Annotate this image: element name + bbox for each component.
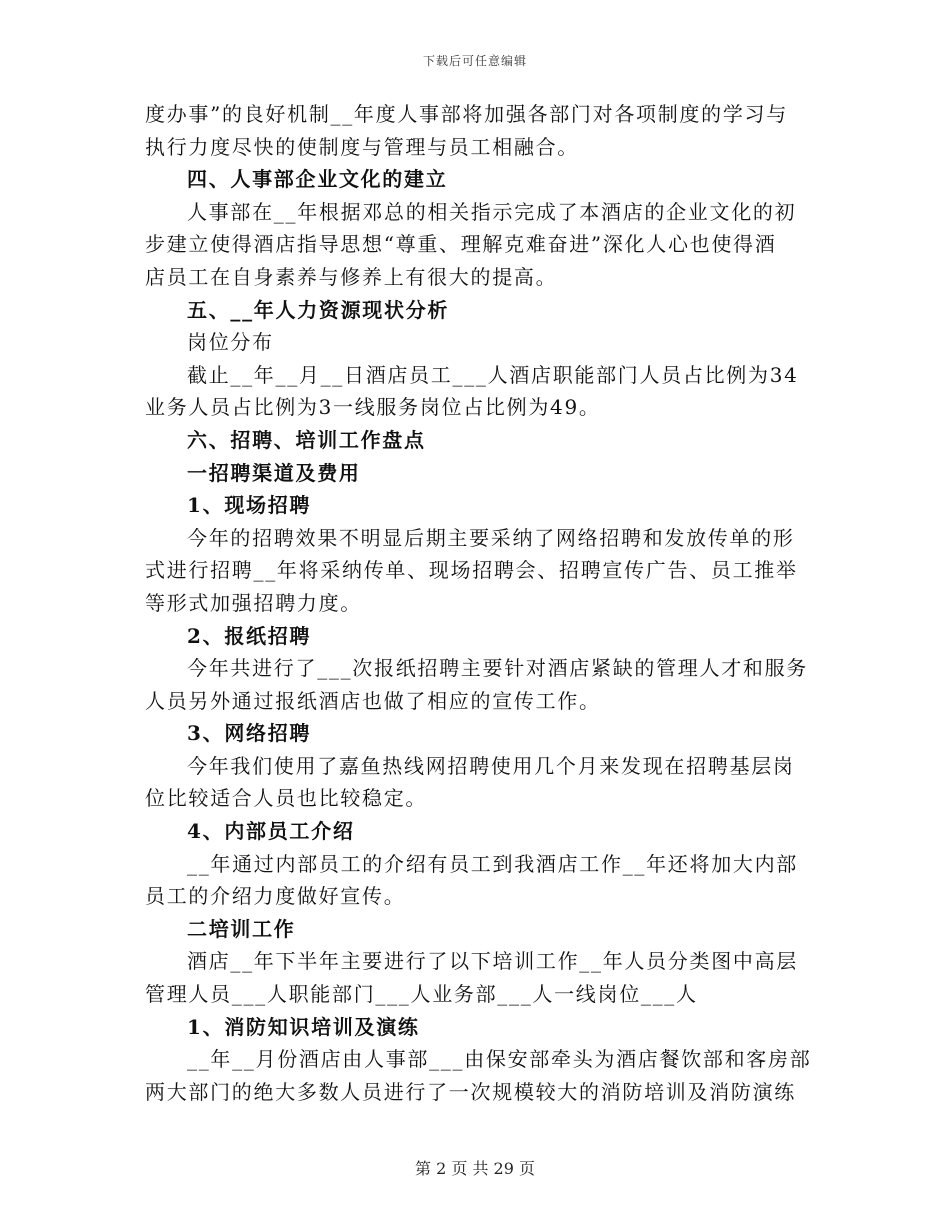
- paragraph-line: 式进行招聘__年将采纳传单、现场招聘会、招聘宣传广告、员工推举: [145, 558, 798, 583]
- paragraph-line: 酒店__年下半年主要进行了以下培训工作__年人员分类图中高层: [187, 949, 798, 974]
- paragraph-line: 今年我们使用了嘉鱼热线网招聘使用几个月来发现在招聘基层岗: [187, 753, 795, 778]
- section-heading: 二培训工作: [187, 916, 296, 941]
- paragraph-line: 度办事”的良好机制__年度人事部将加强各部门对各项制度的学习与: [145, 102, 788, 126]
- paragraph-line: 店员工在自身素养与修养上有很大的提高。: [145, 264, 558, 289]
- paragraph-line: 人事部在__年根据邓总的相关指示完成了本酒店的企业文化的初: [187, 199, 797, 224]
- document-body: [145, 98, 810, 1108]
- page-footer: 第 2 页 共 29 页: [415, 1159, 535, 1178]
- paragraph-line: __年__月份酒店由人事部___由保安部牵头为酒店餐饮部和客房部: [187, 1047, 812, 1072]
- paragraph-line: 人员另外通过报纸酒店也做了相应的宣传工作。: [145, 688, 601, 713]
- paragraph-line: 步建立使得酒店指导思想“尊重、理解克难奋进”深化人心也使得酒: [145, 232, 777, 257]
- paragraph-line: 岗位分布: [187, 330, 274, 355]
- paragraph-line: 两大部门的绝大多数人员进行了一次规模较大的消防培训及消防演练: [145, 1079, 796, 1104]
- paragraph-line: 执行力度尽快的使制度与管理与员工相融合。: [145, 134, 579, 159]
- paragraph-line: 今年共进行了___次报纸招聘主要针对酒店紧缺的管理人才和服务: [187, 656, 808, 681]
- paragraph-line: 业务人员占比例为3一线服务岗位占比例为49。: [145, 395, 601, 420]
- paragraph-line: 截止__年__月__日酒店员工___人酒店职能部门人员占比例为34: [187, 362, 799, 387]
- section-heading: 一招聘渠道及费用: [187, 460, 361, 485]
- paragraph-line: 位比较适合人员也比较稳定。: [145, 786, 428, 811]
- paragraph-line: 管理人员___人职能部门___人业务部___人一线岗位___人: [145, 982, 698, 1007]
- section-heading: 六、招聘、培训工作盘点: [187, 427, 426, 452]
- paragraph-line: __年通过内部员工的介绍有员工到我酒店工作__年还将加大内部: [187, 851, 798, 876]
- paragraph-line: 员工的介绍力度做好宣传。: [145, 884, 406, 909]
- section-heading: 五、__年人力资源现状分析: [187, 297, 450, 322]
- page-header: 下载后可任意编辑: [422, 54, 527, 68]
- section-heading: 3、网络招聘: [187, 721, 312, 746]
- section-heading: 1、现场招聘: [187, 493, 312, 518]
- section-heading: 2、报纸招聘: [187, 623, 312, 648]
- section-heading: 4、内部员工介绍: [187, 819, 355, 844]
- section-heading: 1、消防知识培训及演练: [187, 1014, 420, 1039]
- paragraph-line: 今年的招聘效果不明显后期主要采纳了网络招聘和发放传单的形: [187, 525, 795, 550]
- section-heading: 四、人事部企业文化的建立: [187, 167, 448, 192]
- paragraph-line: 等形式加强招聘力度。: [145, 590, 362, 615]
